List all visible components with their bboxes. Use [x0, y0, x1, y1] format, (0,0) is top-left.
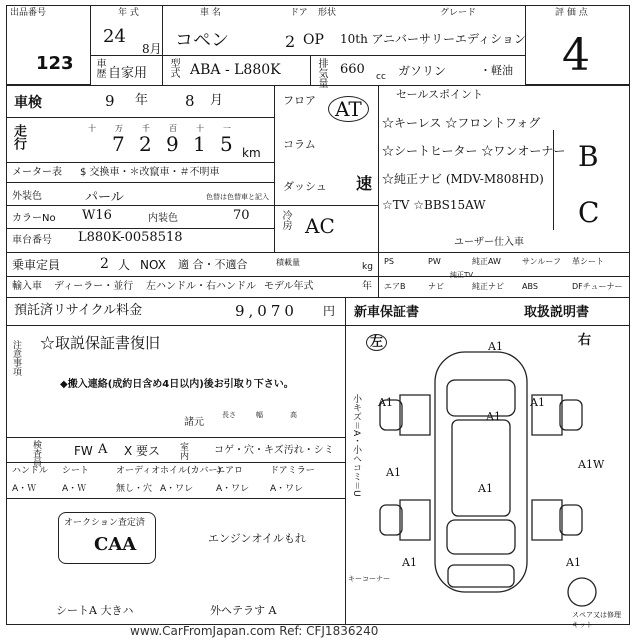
equipment-item: ナビ — [428, 282, 444, 291]
car-name: コペン — [175, 30, 229, 51]
check-value: A・Ｗ — [62, 484, 87, 494]
meter-options: $ 交換車・＊改竄車・＃不明車 — [80, 167, 220, 178]
mileage-digit: 7 — [112, 132, 125, 156]
recycle-unit: 円 — [323, 304, 336, 318]
check-value: 無し・穴 — [116, 484, 153, 494]
interior-color-label: 内装色 — [148, 213, 178, 224]
model-year-label: モデル年式 — [264, 281, 314, 292]
capacity-value: 2 — [100, 256, 109, 272]
model-year-unit: 年 — [362, 281, 372, 292]
capacity-label: 乗車定員 — [12, 258, 61, 272]
equipment-item: 純正ナビ — [472, 282, 504, 291]
check-column: シート — [62, 466, 90, 476]
check-value: A・ワレ — [160, 484, 194, 494]
recycle-label: 預託済リサイクル料金 — [14, 303, 143, 318]
car-name-label: 車 名 — [200, 8, 221, 18]
sales-point-line: ☆TV ☆BBS15AW — [382, 198, 486, 212]
size-field: 幅 — [256, 411, 263, 419]
check-column: ホイル(カバー) — [160, 466, 222, 476]
year-label: 年 式 — [118, 8, 139, 18]
fw-value: A — [98, 442, 108, 457]
mileage-digit: 2 — [139, 132, 152, 156]
equipment-item: DFチューナー — [572, 282, 623, 291]
warranty-label: 新車保証書 — [354, 305, 420, 320]
year-unit: 年 — [135, 93, 149, 108]
damage-mark: A1 — [566, 556, 581, 569]
mileage-unit-label: 十 — [88, 124, 96, 133]
equipment-item: ABS — [522, 282, 538, 291]
import-label: 輸入車 — [12, 281, 42, 292]
vehicle-value: 自家用 — [108, 66, 148, 81]
damage-mark: A1 — [478, 482, 493, 495]
fuel-label: ・軽油 — [480, 64, 513, 77]
chassis-value: L880K-0058518 — [78, 230, 183, 245]
shaken-month: 8 — [185, 92, 195, 110]
size-field: 高 — [290, 411, 297, 419]
aircon-value: AC — [305, 214, 335, 238]
mileage-label: 走行 — [11, 124, 26, 150]
recycle-value: 9,070 — [235, 302, 298, 320]
handle-options: 左ハンドル・右ハンドル — [146, 281, 256, 292]
equipment-tv-label: 純正TV — [450, 271, 474, 279]
displacement-label: 排気量 — [316, 58, 327, 88]
check-interior-label: 室内 — [178, 442, 188, 460]
color-label: 外装色 — [12, 191, 42, 202]
corner-label: キーコーナー — [348, 575, 390, 583]
size-label: 諸元 — [184, 417, 204, 428]
check-value: A・ワレ — [216, 484, 250, 494]
mileage-unit-label: 百 — [169, 124, 177, 133]
capacity-unit: 人 — [118, 258, 131, 272]
damage-mark: A1 — [402, 556, 417, 569]
km-unit: km — [242, 146, 261, 160]
mileage-unit-label: 一 — [223, 124, 231, 133]
mileage-digit: 9 — [166, 132, 179, 156]
spare-label: スペア又は修理キット — [572, 611, 621, 629]
damage-mark: A1 — [488, 340, 503, 353]
mileage-unit-label: 十 — [196, 124, 204, 133]
shift-column: コラム — [283, 138, 316, 151]
check-column: オーディオ — [116, 466, 161, 476]
check-column: エアロ — [216, 466, 244, 476]
color-no-value: W16 — [82, 208, 112, 223]
import-options: ディーラー・並行 — [54, 281, 134, 292]
lot-label: 出品番号 — [10, 8, 47, 18]
color-value: パール — [85, 190, 124, 205]
shape-value: OP — [303, 32, 324, 48]
score-label: 評 価 点 — [555, 8, 588, 18]
month-value: 8月 — [142, 42, 162, 56]
check-column: ドアミラー — [270, 466, 315, 476]
mileage-unit-label: 万 — [115, 124, 123, 133]
sales-point-line: ☆キーレス ☆フロントフォグ — [382, 116, 541, 130]
fw-label: FW — [74, 444, 93, 458]
watermark: www.CarFromJapan.com Ref: CFJ1836240 — [130, 624, 379, 638]
check-label: 検査員 — [31, 440, 41, 467]
manual-label: 取扱説明書 — [524, 305, 590, 320]
check-value: A・Ｗ — [12, 484, 37, 494]
nox-label: NOX — [140, 258, 166, 272]
size-field: 長さ — [222, 411, 236, 419]
grade-label: グレード — [440, 8, 477, 18]
shift-floor: フロア — [283, 94, 316, 107]
load-label: 積載量 — [276, 258, 300, 267]
check-column: ハンドル — [12, 466, 49, 476]
year-value: 24 — [103, 26, 126, 47]
damage-mark: A1 — [378, 396, 393, 409]
speed-label: 速 — [356, 174, 373, 193]
vehicle-label: 車歴 — [94, 58, 105, 78]
chassis-label: 車台番号 — [12, 235, 52, 246]
mileage-digit: 1 — [193, 132, 206, 156]
x-label: X 要ス — [124, 444, 161, 458]
score-c: C — [578, 196, 600, 229]
sales-point-line: ☆シートヒーター ☆ワンオーナー — [382, 144, 566, 158]
check-value: A・ワレ — [270, 484, 304, 494]
shaken-year: 9 — [105, 92, 115, 110]
fuel-value: ガソリン — [398, 64, 447, 78]
mileage-unit-label: 千 — [142, 124, 150, 133]
notes-handwriting: ☆取説保証書復旧 — [40, 334, 161, 352]
equipment-item: PW — [428, 257, 441, 266]
diagram-left-label: 左 — [366, 334, 387, 351]
equipment-item: サンルーフ — [522, 257, 561, 266]
color-no-label: カラーNo — [12, 213, 56, 224]
type-label: 型式 — [168, 58, 179, 78]
handnote-1: エンジンオイルもれ — [208, 532, 306, 545]
sales-points-title: セールスポイント — [396, 88, 484, 101]
diagram-right-label: 右 — [578, 333, 592, 348]
color-note: 色替は色替車と記入 — [206, 193, 269, 201]
load-unit: kg — [362, 262, 373, 272]
score-value: 4 — [562, 30, 590, 81]
notes-warning: ◆搬入連絡(成約日含め4日以内)後お引取り下さい。 — [60, 379, 294, 390]
damage-mark: A1 — [486, 410, 501, 423]
mileage-digit: 5 — [220, 132, 233, 156]
meter-label: メーター表 — [12, 167, 62, 178]
aircon-label: 冷房 — [280, 210, 291, 230]
buyer-label: ユーザー仕入車 — [454, 237, 524, 248]
door-label: ドア — [290, 8, 308, 18]
equipment-item: 純正AW — [472, 257, 501, 266]
shift-dash: ダッシュ — [283, 180, 327, 193]
grade-value: 10th アニバーサリーエディション — [340, 32, 526, 46]
interior-color-value: 70 — [233, 208, 250, 223]
score-b: B — [578, 140, 599, 173]
shape-label: 形状 — [318, 8, 337, 18]
damage-mark: A1 — [530, 396, 545, 409]
displacement-value: 660 — [340, 62, 365, 77]
damage-mark: A1 — [386, 466, 401, 479]
check-interior-value: コゲ・穴・キズ汚れ・シミ — [214, 445, 334, 456]
notes-label: 注意事項 — [11, 340, 21, 376]
stamp-brand: CAA — [94, 534, 137, 555]
damage-mark: A1W — [578, 458, 605, 471]
displacement-unit: cc — [376, 72, 386, 82]
type-value: ABA - L880K — [190, 62, 281, 78]
equipment-item: 革シート — [572, 257, 604, 266]
shaken-label: 車検 — [14, 95, 42, 111]
diagram-side-label: 小キズ＝A・小ヘコミ＝U — [351, 394, 361, 497]
handnote-3: 外ヘテラす A — [210, 604, 277, 617]
shift-at: AT — [328, 96, 369, 122]
equipment-item: PS — [384, 257, 394, 266]
lot-number: 123 — [36, 53, 74, 74]
equipment-item: エアB — [384, 282, 406, 291]
sales-point-line: ☆純正ナビ (MDV-M808HD) — [382, 172, 544, 186]
door-value: 2 — [285, 32, 296, 51]
month-unit: 月 — [210, 93, 224, 108]
handnote-2: シートA 大きハ — [56, 604, 134, 617]
nox-options: 適 合・不適合 — [178, 258, 248, 271]
stamp-line: オークション査定済 — [64, 518, 145, 528]
